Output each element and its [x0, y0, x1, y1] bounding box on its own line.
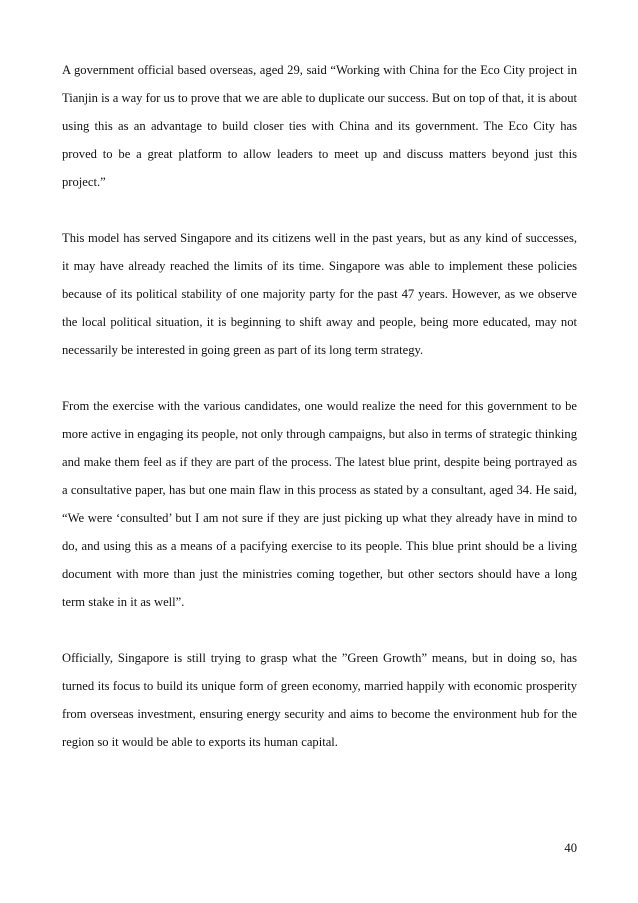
body-text [62, 56, 577, 784]
paragraph-eco-city-quote: A government official based overseas, aged 29, said “Working with China for the Eco City project in Tianjin is a way for us to prove that we are able to duplicate our success. But on top of that, it is about using this as an advantage to build closer ties with China and its government. The Eco City has proved to be a great platform to allow leaders to meet up and discuss matters beyond just this project.” [62, 63, 577, 189]
paragraph-singapore-model: This model has served Singapore and its citizens well in the past years, but as any kind of successes, it may have already reached the limits of its time. Singapore was able to implement these policies because of its political stability of one majority party for the past 47 years. However, as we observe the local political situation, it is beginning to shift away and people, being more educated, may not necessarily be interested in going green as part of its long term strategy. [62, 231, 577, 357]
paragraph-engaging-people: From the exercise with the various candidates, one would realize the need for this government to be more active in engaging its people, not only through campaigns, but also in terms of strategic thinking and make them feel as if they are part of the process. The latest blue print, despite being portrayed as a consultative paper, has but one main flaw in this process as stated by a consultant, aged 34. He said, “We were ‘consulted’ but I am not sure if they are just picking up what they already have in mind to do, and using this as a means of a pacifying exercise to its people. This blue print should be a living document with more than just the ministries coming together, but other sectors should have a long term stake in it as well”. [62, 399, 577, 609]
page-number: 40 [564, 841, 577, 855]
paragraph-green-growth: Officially, Singapore is still trying to grasp what the ”Green Growth” means, but in doing so, has turned its focus to build its unique form of green economy, married happily with economic prosperity from overseas investment, ensuring energy security and aims to become the environment hub for the region so it would be able to exports its human capital. [62, 651, 577, 749]
